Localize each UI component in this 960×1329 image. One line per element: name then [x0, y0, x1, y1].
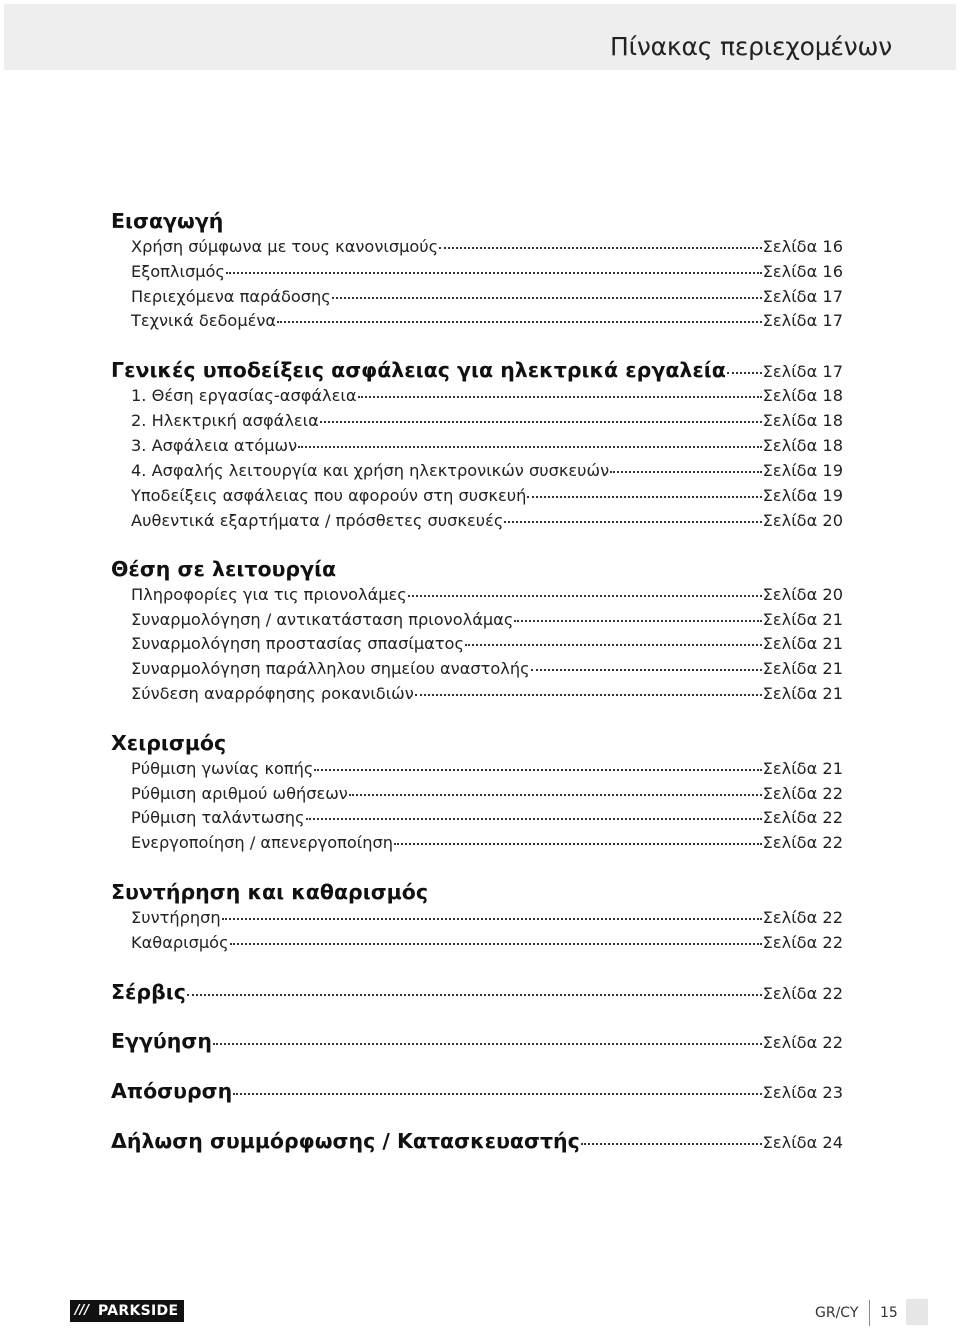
dot-leader	[581, 1143, 762, 1145]
toc-entry-label: 4. Ασφαλής λειτουργία και χρήση ηλεκτρονικών συσκευών	[131, 461, 610, 480]
dot-leader	[226, 272, 762, 274]
toc-heading-label: Απόσυρση	[111, 1079, 233, 1103]
toc-entry-label: Αυθεντικά εξαρτήματα / πρόσθετες συσκευές	[131, 511, 504, 530]
dot-leader	[531, 669, 762, 671]
toc-entry[interactable]	[131, 659, 843, 679]
toc-entry[interactable]	[131, 411, 843, 431]
parkside-logo	[70, 1300, 184, 1322]
toc-heading-entry[interactable]	[111, 1128, 843, 1156]
toc-entry[interactable]	[131, 386, 843, 406]
toc-section-title: Χειρισμός	[111, 731, 227, 755]
toc-entry[interactable]	[131, 634, 843, 654]
toc-entry-label: Πληροφορίες για τις πριονολάμες	[131, 585, 407, 604]
toc-entry-page: Σελίδα 22	[762, 1033, 843, 1052]
toc-entry-page: Σελίδα 16	[762, 262, 843, 281]
toc-entry-page: Σελίδα 21	[762, 684, 843, 703]
dot-leader	[277, 321, 762, 323]
dot-leader	[233, 1093, 761, 1095]
toc-entry[interactable]	[131, 511, 843, 531]
toc-entry-label: Ρύθμιση ταλάντωσης	[131, 808, 305, 827]
page-title: Πίνακας περιεχομένων	[610, 32, 892, 61]
toc-section-title: Θέση σε λειτουργία	[111, 557, 337, 581]
toc-entry-page: Σελίδα 22	[762, 784, 843, 803]
dot-leader	[306, 818, 762, 820]
toc-entry-label: Συναρμολόγηση προστασίας σπασίματος	[131, 634, 464, 653]
toc-heading-entry[interactable]	[111, 979, 843, 1007]
toc-entry[interactable]	[131, 933, 843, 953]
toc-heading-entry[interactable]	[111, 1078, 843, 1106]
toc-heading-entry[interactable]	[111, 357, 843, 385]
toc-entry[interactable]	[131, 759, 843, 779]
toc-entry-label: 2. Ηλεκτρική ασφάλεια	[131, 411, 319, 430]
toc-entry-label: Τεχνικά δεδομένα	[131, 311, 277, 330]
toc-entry-label: Σύνδεση αναρρόφησης ροκανιδιών	[131, 684, 414, 703]
toc-entry[interactable]	[131, 908, 843, 928]
toc-entry-label: Εξοπλισμός	[131, 262, 225, 281]
toc-section-title: Εισαγωγή	[111, 209, 224, 233]
toc-entry-page: Σελίδα 17	[762, 287, 843, 306]
toc-entry[interactable]	[131, 808, 843, 828]
toc-entry-label: 3. Ασφάλεια ατόμων	[131, 436, 298, 455]
dot-leader	[514, 620, 761, 622]
dot-leader	[332, 297, 762, 299]
toc-entry-page: Σελίδα 18	[762, 386, 843, 405]
toc-entry-page: Σελίδα 21	[762, 759, 843, 778]
toc-entry-label: Χρήση σύμφωνα με τους κανονισμούς	[131, 237, 439, 256]
toc-entry-page: Σελίδα 20	[762, 585, 843, 604]
toc-entry-page: Σελίδα 23	[762, 1083, 843, 1102]
toc-entry-page: Σελίδα 19	[762, 461, 843, 480]
dot-leader	[408, 595, 762, 597]
toc-entry-label: Ρύθμιση γωνίας κοπής	[131, 759, 314, 778]
toc-entry-label: 1. Θέση εργασίας-ασφάλεια	[131, 386, 357, 405]
page-number: 15	[880, 1305, 898, 1321]
dot-leader	[439, 247, 761, 249]
toc-entry[interactable]	[131, 461, 843, 481]
toc-entry-label: Ενεργοποίηση / απενεργοποίηση	[131, 833, 394, 852]
toc-entry-page: Σελίδα 22	[762, 908, 843, 927]
toc-entry-label: Συναρμολόγηση παράλληλου σημείου αναστολής	[131, 659, 530, 678]
toc-entry-page: Σελίδα 18	[762, 436, 843, 455]
dot-leader	[298, 446, 762, 448]
dot-leader	[465, 644, 762, 646]
toc-entry-page: Σελίδα 21	[762, 634, 843, 653]
toc-entry-label: Ρύθμιση αριθμού ωθήσεων	[131, 784, 348, 803]
dot-leader	[187, 994, 762, 996]
dot-leader	[610, 471, 762, 473]
toc-entry-page: Σελίδα 18	[762, 411, 843, 430]
toc-heading-label: Δήλωση συμμόρφωσης / Κατασκευαστής	[111, 1129, 580, 1153]
toc-entry-label: Συντήρηση	[131, 908, 221, 927]
toc-entry-label: Υποδείξεις ασφάλειας που αφορούν στη συσκευή	[131, 486, 527, 505]
toc-entry-page: Σελίδα 24	[762, 1133, 843, 1152]
toc-entry[interactable]	[131, 486, 843, 506]
toc-entry[interactable]	[131, 262, 843, 282]
toc-entry-page: Σελίδα 22	[762, 833, 843, 852]
dot-leader	[349, 794, 762, 796]
dot-leader	[213, 1043, 762, 1045]
toc-entry-page: Σελίδα 22	[762, 984, 843, 1003]
toc-entry[interactable]	[131, 610, 843, 630]
dot-leader	[320, 421, 762, 423]
toc-entry[interactable]	[131, 287, 843, 307]
logo-slashes: ///	[70, 1300, 94, 1322]
toc-entry-page: Σελίδα 17	[762, 311, 843, 330]
toc-heading-label: Σέρβις	[111, 980, 186, 1004]
toc-entry-label: Συναρμολόγηση / αντικατάσταση πριονολάμας	[131, 610, 514, 629]
toc-entry[interactable]	[131, 833, 843, 853]
toc-entry-page: Σελίδα 16	[762, 237, 843, 256]
toc-entry[interactable]	[131, 784, 843, 804]
toc-entry-label: Καθαρισμός	[131, 933, 229, 952]
dot-leader	[504, 521, 761, 523]
toc-heading-label: Γενικές υποδείξεις ασφάλειας για ηλεκτρικά εργαλεία	[111, 358, 726, 382]
toc-entry[interactable]	[131, 585, 843, 605]
dot-leader	[415, 694, 762, 696]
toc-section-title: Συντήρηση και καθαρισμός	[111, 880, 428, 904]
toc-entry-page: Σελίδα 21	[762, 659, 843, 678]
toc-entry[interactable]	[131, 311, 843, 331]
footer-divider	[869, 1300, 870, 1326]
toc-entry-label: Περιεχόμενα παράδοσης	[131, 287, 331, 306]
language-code: GR/CY	[815, 1305, 859, 1321]
toc-entry-page: Σελίδα 22	[762, 808, 843, 827]
toc-entry-page: Σελίδα 19	[762, 486, 843, 505]
toc-entry[interactable]	[131, 436, 843, 456]
footer-tab-marker	[906, 1299, 928, 1325]
toc-entry[interactable]	[131, 684, 843, 704]
toc-heading-entry[interactable]	[111, 1028, 843, 1056]
dot-leader	[230, 943, 762, 945]
dot-leader	[222, 918, 762, 920]
toc-heading-label: Εγγύηση	[111, 1029, 212, 1053]
dot-leader	[314, 769, 761, 771]
dot-leader	[394, 843, 762, 845]
toc-entry-page: Σελίδα 20	[762, 511, 843, 530]
dot-leader	[727, 372, 762, 374]
toc-entry-page: Σελίδα 22	[762, 933, 843, 952]
toc-entry-page: Σελίδα 21	[762, 610, 843, 629]
dot-leader	[527, 496, 761, 498]
toc-entry-page: Σελίδα 17	[762, 362, 843, 381]
dot-leader	[358, 396, 762, 398]
logo-text: PARKSIDE	[94, 1300, 184, 1322]
toc-entry[interactable]	[131, 237, 843, 257]
